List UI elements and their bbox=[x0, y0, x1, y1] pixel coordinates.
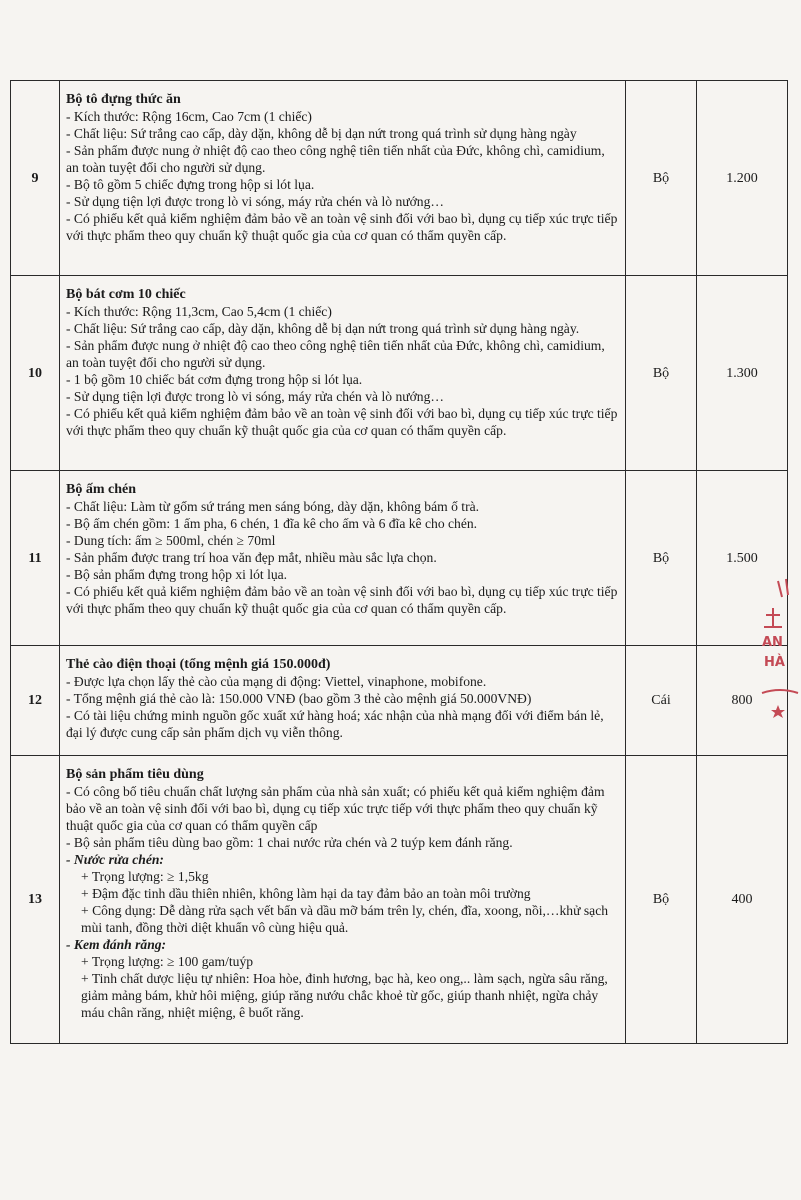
product-title: Bộ tô đựng thức ăn bbox=[66, 92, 181, 107]
row-number: 13 bbox=[11, 756, 60, 1044]
spec-line: - Sử dụng tiện lợi được trong lò vi sóng, máy rửa chén và lò nướng… bbox=[66, 389, 444, 404]
spec-line: - Được lựa chọn lấy thẻ cào của mạng di động: Viettel, vinaphone, mobifone. bbox=[66, 674, 487, 689]
spec-line: - Chất liệu: Sứ trắng cao cấp, dày dặn, không dễ bị dạn nứt trong quá trình sử dụng hàng ngày. bbox=[66, 321, 580, 336]
quantity-cell: 1.300 bbox=[697, 276, 788, 471]
unit-cell: Bộ bbox=[626, 471, 697, 646]
spec-line: + Công dụng: Dễ dàng rửa sạch vết bẩn và dầu mỡ bám trên ly, chén, đĩa, xoong, nồi,…khử sạch mùi tanh, đồng thời diệt khuẩn vô cùng hiệu quả. bbox=[81, 903, 609, 935]
stamp-text: HÀ bbox=[764, 655, 785, 670]
quantity-cell: 1.200 bbox=[697, 81, 788, 276]
product-description bbox=[60, 646, 626, 756]
spec-line: - Tổng mệnh giá thẻ cào là: 150.000 VNĐ (bao gồm 3 thẻ cào mệnh giá 50.000VNĐ) bbox=[66, 691, 532, 706]
product-description bbox=[60, 471, 626, 646]
unit-cell: Bộ bbox=[626, 276, 697, 471]
spec-line: - Có tài liệu chứng minh nguồn gốc xuất xứ hàng hoá; xác nhận của nhà mạng đối với điểm bán lẻ, đại lý được cung cấp sản phẩm dịch vụ viễn thông. bbox=[66, 708, 604, 740]
spec-line: - Có phiếu kết quả kiểm nghiệm đảm bảo về an toàn vệ sinh đối với bao bì, dụng cụ tiếp xúc trực tiếp với thực phẩm theo quy chuẩn kỹ thuật quốc gia của cơ quan có thẩm quyền cấp. bbox=[66, 406, 618, 438]
spec-line: - Kích thước: Rộng 16cm, Cao 7cm (1 chiếc) bbox=[66, 109, 312, 124]
quantity-cell: 1.500 bbox=[697, 471, 788, 646]
stamp-text: AN bbox=[762, 635, 783, 650]
product-description bbox=[60, 276, 626, 471]
spec-line: - Sản phẩm được trang trí hoa văn đẹp mắt, nhiều màu sắc lựa chọn. bbox=[66, 550, 437, 565]
table-row bbox=[11, 276, 788, 471]
row-number: 11 bbox=[11, 471, 60, 646]
spec-line: - Bộ ấm chén gồm: 1 ấm pha, 6 chén, 1 đĩa kê cho ấm và 6 đĩa kê cho chén. bbox=[66, 516, 478, 531]
product-spec-table bbox=[10, 80, 788, 1044]
spec-line: + Trọng lượng: ≥ 100 gam/tuýp bbox=[81, 954, 254, 969]
sub-section-title: - Kem đánh răng: bbox=[66, 937, 167, 952]
spec-line: - Kích thước: Rộng 11,3cm, Cao 5,4cm (1 chiếc) bbox=[66, 304, 332, 319]
spec-line: - 1 bộ gồm 10 chiếc bát cơm đựng trong hộp si lót lụa. bbox=[66, 372, 363, 387]
stamp-marks-icon bbox=[760, 575, 800, 725]
quantity-cell: 400 bbox=[697, 756, 788, 1044]
spec-line: + Trọng lượng: ≥ 1,5kg bbox=[81, 869, 209, 884]
spec-line: - Bộ sản phẩm tiêu dùng bao gồm: 1 chai nước rửa chén và 2 tuýp kem đánh răng. bbox=[66, 835, 513, 850]
product-title: Bộ ấm chén bbox=[66, 482, 136, 497]
spec-line: - Bộ sản phẩm đựng trong hộp xi lót lụa. bbox=[66, 567, 288, 582]
spec-line: + Tinh chất dược liệu tự nhiên: Hoa hòe, đinh hương, bạc hà, keo ong,.. làm sạch, ngừa sâu răng, giảm mảng bám, khử hôi miệng, giúp răng nướu chắc khoẻ từ gốc, giúp thanh nhiệt, ngừa chảy máu chân răng, nhiệt miệng, ê buốt răng. bbox=[81, 971, 608, 1020]
product-description bbox=[60, 756, 626, 1044]
spec-line: - Có công bố tiêu chuẩn chất lượng sản phẩm của nhà sản xuất; có phiếu kết quả kiểm nghiệm đảm bảo về an toàn vệ sinh đối với bao bì, dụng cụ tiếp xúc trực tiếp với thực phẩm theo quy chuẩn kỹ thuật quốc gia của cơ quan có thẩm quyền cấp bbox=[66, 784, 605, 833]
table-row bbox=[11, 646, 788, 756]
unit-cell: Bộ bbox=[626, 756, 697, 1044]
quantity-cell: 800 bbox=[697, 646, 788, 756]
spec-line: - Sản phẩm được nung ở nhiệt độ cao theo công nghệ tiên tiến nhất của Đức, không chì, camidium, an toàn tuyệt đối cho người sử dụng. bbox=[66, 338, 605, 370]
spec-line: - Sử dụng tiện lợi được trong lò vi sóng, máy rửa chén và lò nướng… bbox=[66, 194, 444, 209]
product-title: Thẻ cào điện thoại (tổng mệnh giá 150.000đ) bbox=[66, 657, 331, 672]
spec-line: - Chất liệu: Sứ trắng cao cấp, dày dặn, không dễ bị dạn nứt trong quá trình sử dụng hàng ngày bbox=[66, 126, 577, 141]
table-row bbox=[11, 81, 788, 276]
spec-line: - Chất liệu: Làm từ gốm sứ tráng men sáng bóng, dày dặn, không bám ố trà. bbox=[66, 499, 480, 514]
spec-line: - Có phiếu kết quả kiểm nghiệm đảm bảo về an toàn vệ sinh đối với bao bì, dụng cụ tiếp xúc trực tiếp với thực phẩm theo quy chuẩn kỹ thuật quốc gia của cơ quan có thẩm quyền cấp. bbox=[66, 584, 618, 616]
row-number: 12 bbox=[11, 646, 60, 756]
spec-line: - Dung tích: ấm ≥ 500ml, chén ≥ 70ml bbox=[66, 533, 276, 548]
product-title: Bộ bát cơm 10 chiếc bbox=[66, 287, 186, 302]
table-row bbox=[11, 756, 788, 1044]
unit-cell: Cái bbox=[626, 646, 697, 756]
spec-line: - Bộ tô gồm 5 chiếc đựng trong hộp si lót lụa. bbox=[66, 177, 315, 192]
table-row bbox=[11, 471, 788, 646]
seal-stamp-fragment bbox=[760, 575, 800, 725]
row-number: 10 bbox=[11, 276, 60, 471]
unit-cell: Bộ bbox=[626, 81, 697, 276]
sub-section-title: - Nước rửa chén: bbox=[66, 852, 164, 867]
product-description bbox=[60, 81, 626, 276]
spec-line: - Sản phẩm được nung ở nhiệt độ cao theo công nghệ tiên tiến nhất của Đức, không chì, camidium, an toàn tuyệt đối cho người sử dụng. bbox=[66, 143, 605, 175]
spec-line: + Đậm đặc tinh dầu thiên nhiên, không làm hại da tay đảm bảo an toàn môi trường bbox=[81, 886, 531, 901]
row-number: 9 bbox=[11, 81, 60, 276]
spec-line: - Có phiếu kết quả kiểm nghiệm đảm bảo về an toàn vệ sinh đối với bao bì, dụng cụ tiếp xúc trực tiếp với thực phẩm theo quy chuẩn kỹ thuật quốc gia của cơ quan có thẩm quyền cấp. bbox=[66, 211, 618, 243]
product-title: Bộ sản phẩm tiêu dùng bbox=[66, 767, 204, 782]
